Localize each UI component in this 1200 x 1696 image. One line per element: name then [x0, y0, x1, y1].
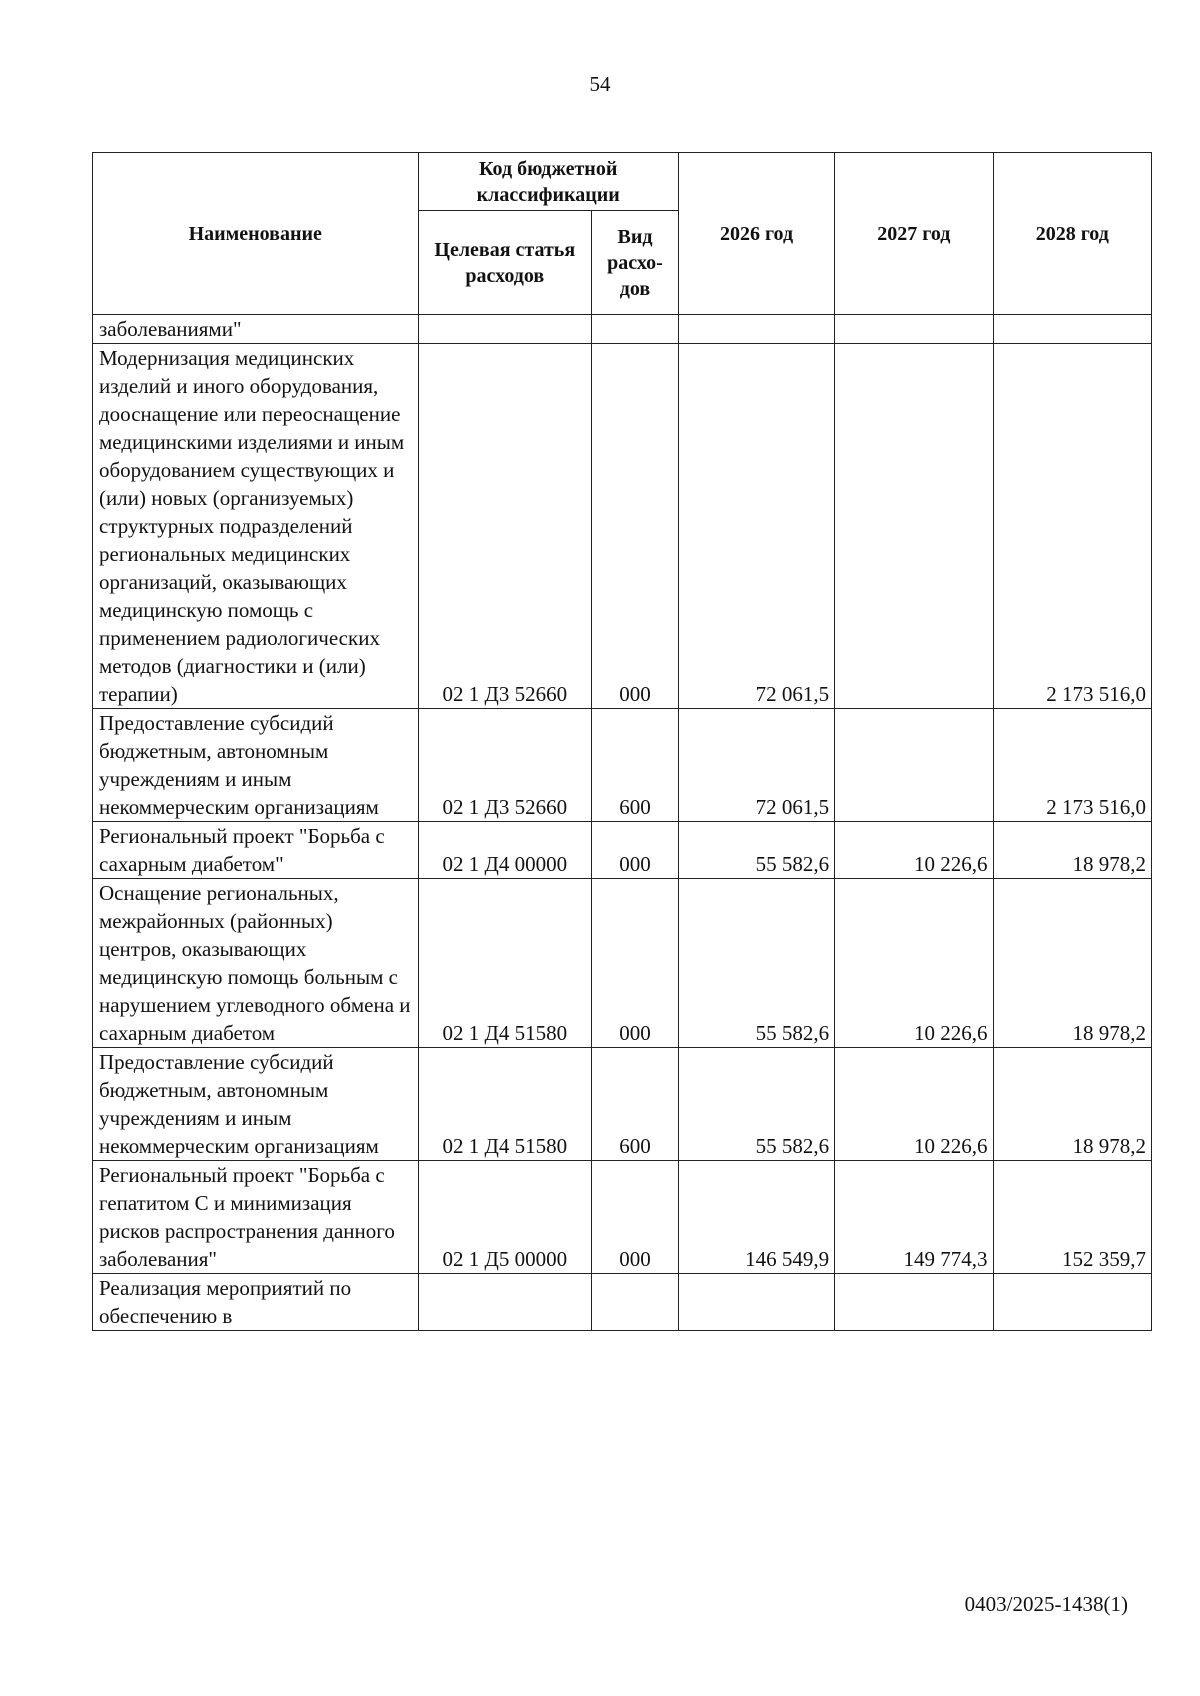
header-target-article: Целевая статья расходов: [418, 211, 592, 315]
cell-expense-kind: 000: [592, 879, 679, 1048]
cell-year-2026: 72 061,5: [678, 344, 834, 709]
cell-year-2028: [993, 1274, 1151, 1331]
header-code-group: Код бюджетной классификации: [418, 153, 678, 211]
cell-year-2028: 2 173 516,0: [993, 344, 1151, 709]
table-row: [93, 315, 1152, 344]
table-row: [93, 1274, 1152, 1331]
cell-year-2027: [835, 709, 993, 822]
cell-year-2026: 55 582,6: [678, 1048, 834, 1161]
table-row: [93, 1161, 1152, 1274]
cell-year-2026: 55 582,6: [678, 879, 834, 1048]
header-year-2028: 2028 год: [993, 153, 1151, 315]
header-expense-kind: Вид расхо-дов: [592, 211, 679, 315]
cell-year-2027: [835, 315, 993, 344]
cell-name: заболеваниями": [93, 315, 419, 344]
document-id: 0403/2025-1438(1): [964, 1592, 1128, 1616]
cell-year-2026: 55 582,6: [678, 822, 834, 879]
budget-table-container: [92, 152, 1152, 1331]
cell-expense-kind: 600: [592, 1048, 679, 1161]
table-row: [93, 879, 1152, 1048]
table-row: [93, 344, 1152, 709]
table-header: [93, 153, 1152, 315]
cell-target-article: [418, 1274, 592, 1331]
cell-expense-kind: 000: [592, 344, 679, 709]
cell-year-2028: 18 978,2: [993, 1048, 1151, 1161]
cell-expense-kind: [592, 1274, 679, 1331]
cell-name: Реализация мероприятий по обеспечению в: [93, 1274, 419, 1331]
table-row: [93, 1048, 1152, 1161]
cell-expense-kind: 000: [592, 822, 679, 879]
cell-year-2026: [678, 1274, 834, 1331]
table-body: [93, 315, 1152, 1331]
cell-name: Региональный проект "Борьба с гепатитом С и минимизация рисков распространения данного заболевания": [93, 1161, 419, 1274]
cell-year-2028: [993, 315, 1151, 344]
cell-year-2027: 10 226,6: [835, 822, 993, 879]
header-year-2026: 2026 год: [678, 153, 834, 315]
cell-target-article: 02 1 Д3 52660: [418, 709, 592, 822]
cell-expense-kind: 600: [592, 709, 679, 822]
cell-year-2027: 10 226,6: [835, 879, 993, 1048]
cell-expense-kind: [592, 315, 679, 344]
table-row: [93, 822, 1152, 879]
cell-year-2026: 146 549,9: [678, 1161, 834, 1274]
cell-year-2028: 152 359,7: [993, 1161, 1151, 1274]
cell-target-article: 02 1 Д4 00000: [418, 822, 592, 879]
budget-table: [92, 152, 1152, 1331]
cell-target-article: 02 1 Д5 00000: [418, 1161, 592, 1274]
cell-expense-kind: 000: [592, 1161, 679, 1274]
cell-name: Региональный проект "Борьба с сахарным диабетом": [93, 822, 419, 879]
cell-year-2027: 10 226,6: [835, 1048, 993, 1161]
page-number: 54: [589, 72, 611, 96]
cell-year-2026: [678, 315, 834, 344]
cell-name: Оснащение региональных, межрайонных (районных) центров, оказывающих медицинскую помощь больным с нарушением углеводного обмена и сахарным диабетом: [93, 879, 419, 1048]
cell-year-2027: 149 774,3: [835, 1161, 993, 1274]
cell-target-article: 02 1 Д4 51580: [418, 879, 592, 1048]
cell-name: Предоставление субсидий бюджетным, автономным учреждениям и иным некоммерческим организациям: [93, 1048, 419, 1161]
cell-year-2028: 18 978,2: [993, 879, 1151, 1048]
cell-year-2026: 72 061,5: [678, 709, 834, 822]
cell-name: Предоставление субсидий бюджетным, автономным учреждениям и иным некоммерческим организациям: [93, 709, 419, 822]
cell-target-article: 02 1 Д3 52660: [418, 344, 592, 709]
cell-target-article: [418, 315, 592, 344]
cell-year-2027: [835, 344, 993, 709]
cell-year-2028: 2 173 516,0: [993, 709, 1151, 822]
cell-target-article: 02 1 Д4 51580: [418, 1048, 592, 1161]
header-year-2027: 2027 год: [835, 153, 993, 315]
cell-year-2028: 18 978,2: [993, 822, 1151, 879]
header-name: Наименование: [93, 153, 419, 315]
cell-name: Модернизация медицинских изделий и иного оборудования, дооснащение или переоснащение медицинскими изделиями и иным оборудованием существующих и (или) новых (организуемых) структурных подразделений региональных медицинских организаций, оказывающих медицинскую помощь с применением радиологических методов (диагностики и (или) терапии): [93, 344, 419, 709]
cell-year-2027: [835, 1274, 993, 1331]
table-row: [93, 709, 1152, 822]
